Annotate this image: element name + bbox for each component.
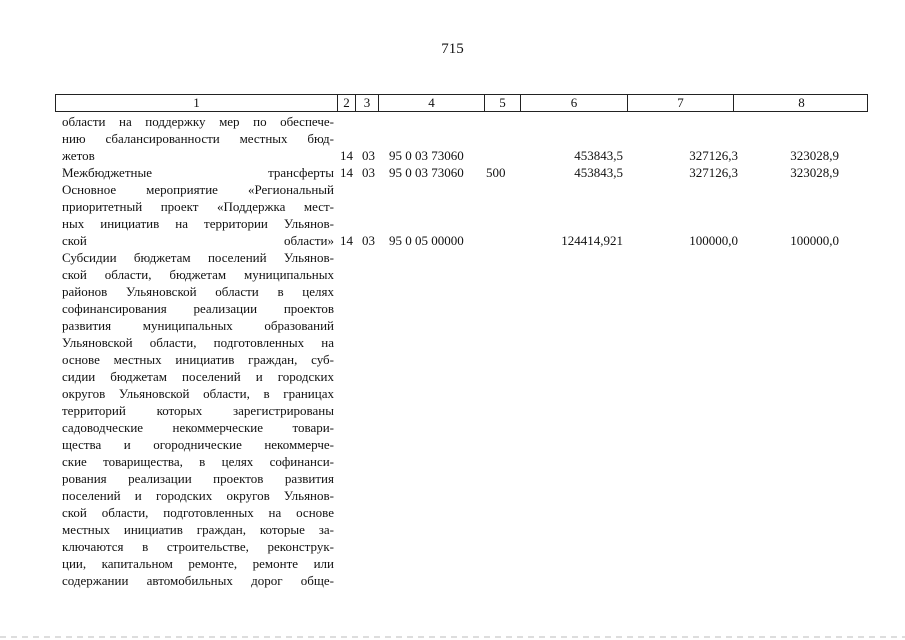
row-4-line-3: районов Ульяновской области в целях — [62, 284, 334, 299]
row-4-line-4: софинансирования реализации проектов — [62, 301, 334, 316]
row-3-amount-1: 124414,921 — [561, 233, 623, 248]
row-1-target-code: 95 0 03 73060 — [389, 148, 464, 163]
row-3-description — [62, 181, 334, 249]
row-3-subsection: 03 — [362, 233, 375, 248]
row-4-line-18: ключаются в строительстве, реконструк- — [62, 539, 334, 554]
page-number: 715 — [441, 41, 464, 57]
row-2-amount-1: 453843,5 — [574, 165, 623, 180]
header-col-8: 8 — [798, 95, 805, 110]
row-4-line-5: развития муниципальных образований — [62, 318, 334, 333]
row-2-expense-type: 500 — [486, 165, 506, 180]
row-4-line-15: поселений и городских округов Ульянов- — [62, 488, 334, 503]
row-4-line-20: содержании автомобильных дорог обще- — [62, 573, 334, 588]
row-2-amount-2: 327126,3 — [689, 165, 738, 180]
row-3-target-code: 95 0 05 00000 — [389, 233, 464, 248]
row-4-line-6: Ульяновской области, подготовленных на — [62, 335, 334, 350]
row-4-line-10: территорий которых зарегистрированы — [62, 403, 334, 418]
header-col-1: 1 — [56, 95, 338, 111]
header-col-5: 5 — [485, 95, 521, 111]
row-1-description — [62, 113, 334, 164]
row-1-line-1: области на поддержку мер по обеспече- — [62, 114, 334, 129]
row-4-line-11: садоводческие некоммерческие товари- — [62, 420, 334, 435]
row-3-amount-2: 100000,0 — [689, 233, 738, 248]
row-4-line-14: рования реализации проектов развития — [62, 471, 334, 486]
row-4-line-8: сидии бюджетам поселений и городских — [62, 369, 334, 384]
table-header-row — [55, 94, 868, 112]
header-col-3: 3 — [356, 95, 379, 111]
row-4-line-19: ции, капитальном ремонте, ремонте или — [62, 556, 334, 571]
row-4-line-17: местных инициатив граждан, которые за- — [62, 522, 334, 537]
row-3-line-3: ных инициатив на территории Ульянов- — [62, 216, 334, 231]
row-3-amount-3: 100000,0 — [790, 233, 839, 248]
row-3-line-1: Основное мероприятие «Региональный — [62, 182, 334, 197]
row-1-amount-2: 327126,3 — [689, 148, 738, 163]
row-1-line-2: нию сбалансированности местных бюд- — [62, 131, 334, 146]
header-col-2: 2 — [338, 95, 356, 111]
row-4-line-12: щества и огороднические некоммерче- — [62, 437, 334, 452]
row-4-description — [62, 249, 334, 589]
row-3-section: 14 — [340, 233, 353, 248]
header-col-6: 6 — [521, 95, 628, 111]
row-3-line-4: ской области» — [62, 233, 334, 248]
row-4-line-16: ской области, подготовленных на основе — [62, 505, 334, 520]
row-4-line-9: округов Ульяновской области, в границах — [62, 386, 334, 401]
row-2-description — [62, 164, 334, 181]
row-4-line-13: ские товарищества, в целях софинанси- — [62, 454, 334, 469]
row-1-amount-3: 323028,9 — [790, 148, 839, 163]
header-col-4: 4 — [379, 95, 485, 111]
row-1-section: 14 — [340, 148, 353, 163]
row-3-line-2: приоритетный проект «Поддержка мест- — [62, 199, 334, 214]
row-4-line-2: ской области, бюджетам муниципальных — [62, 267, 334, 282]
row-2-line-1: Межбюджетные трансферты — [62, 165, 334, 180]
header-col-7: 7 — [628, 95, 734, 111]
row-2-amount-3: 323028,9 — [790, 165, 839, 180]
row-2-section: 14 — [340, 165, 353, 180]
scan-edge-artifact — [0, 636, 905, 638]
row-1-subsection: 03 — [362, 148, 375, 163]
row-1-line-3: жетов — [62, 148, 95, 163]
row-4-line-1: Субсидии бюджетам поселений Ульянов- — [62, 250, 334, 265]
row-2-target-code: 95 0 03 73060 — [389, 165, 464, 180]
row-1-amount-1: 453843,5 — [574, 148, 623, 163]
row-4-line-7: основе местных инициатив граждан, суб- — [62, 352, 334, 367]
row-2-subsection: 03 — [362, 165, 375, 180]
